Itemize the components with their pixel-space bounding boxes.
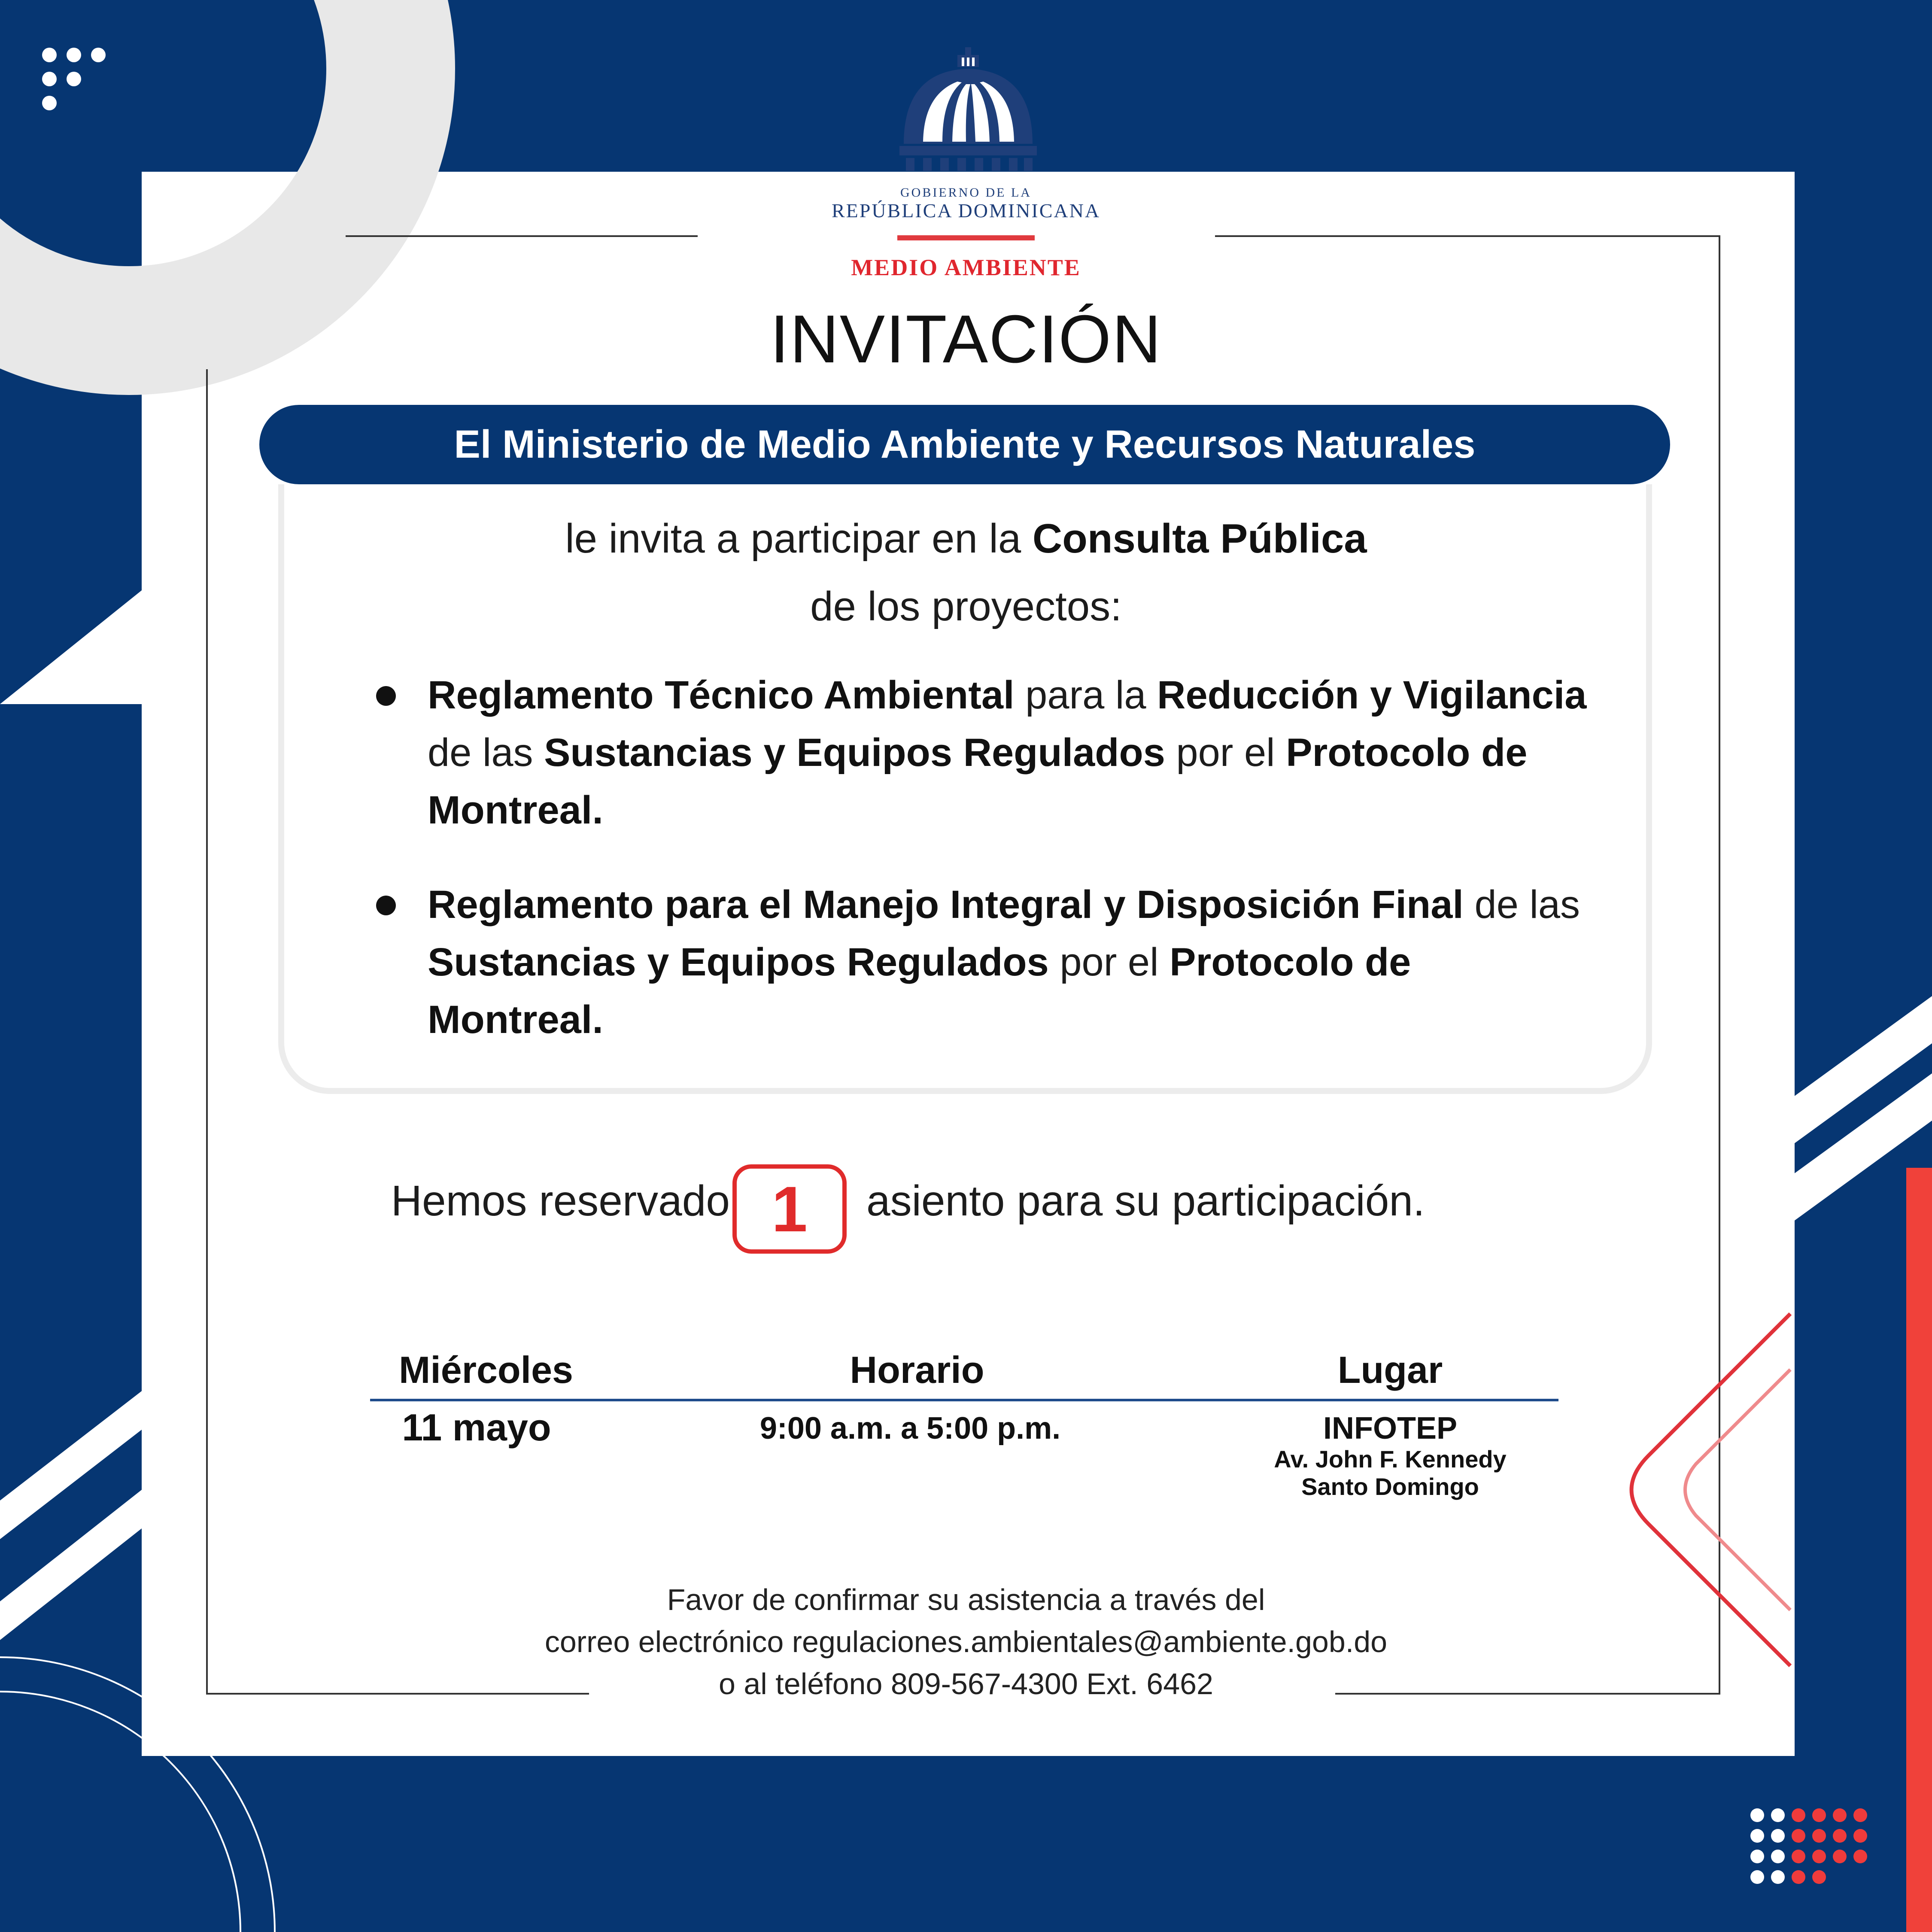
event-place-name: INFOTEP	[1323, 1411, 1457, 1446]
project-text-bold: Sustancias y Equipos Regulados	[428, 940, 1049, 984]
bullet-icon	[376, 686, 396, 706]
seat-count-badge: 1	[732, 1164, 847, 1254]
logo-text-republica: REPÚBLICA DOMINICANA	[831, 200, 1101, 222]
bullet-icon	[376, 896, 396, 915]
government-dome-icon	[897, 47, 1039, 176]
event-time: 9:00 a.m. a 5:00 p.m.	[759, 1411, 1061, 1446]
footer-line-3: o al teléfono 809-567-4300 Ext. 6462	[719, 1667, 1213, 1701]
footer-line-1: Favor de confirmar su asistencia a través del	[667, 1583, 1265, 1616]
intro-line-1	[322, 515, 1610, 562]
logo-text-medio-ambiente: MEDIO AMBIENTE	[851, 255, 1081, 280]
project-text: de las	[428, 731, 544, 775]
right-red-stripe	[1906, 1168, 1932, 1932]
place-header: Lugar	[1337, 1349, 1443, 1391]
footer-line-2: correo electrónico regulaciones.ambientales@ambiente.gob.do	[544, 1625, 1388, 1659]
intro-line-2: de los proyectos:	[810, 583, 1122, 629]
project-text-bold: Reducción y Vigilancia	[1157, 673, 1587, 717]
logo-red-rule	[897, 235, 1035, 240]
project-text: por el	[1165, 731, 1286, 775]
event-place-address-1: Av. John F. Kennedy	[1274, 1446, 1507, 1473]
project-text: de las	[1463, 883, 1580, 927]
reservation-after: asiento para su participación.	[866, 1177, 1425, 1225]
event-date: 11 mayo	[402, 1406, 551, 1449]
project-text: para la	[1014, 673, 1157, 717]
page-title: INVITACIÓN	[770, 301, 1162, 377]
project-text-bold: Reglamento para el Manejo Integral y Disposición Final	[428, 883, 1464, 927]
event-place-address-2: Santo Domingo	[1301, 1473, 1479, 1500]
reservation-before: Hemos reservado	[391, 1177, 730, 1225]
ministry-banner: El Ministerio de Medio Ambiente y Recursos Naturales	[259, 405, 1670, 484]
time-header: Horario	[850, 1349, 984, 1391]
project-text-bold: Protocolo de Montreal.	[428, 940, 1411, 1042]
project-text-bold: Sustancias y Equipos Regulados	[544, 731, 1165, 775]
intro-bold: Consulta Pública	[1032, 516, 1367, 562]
project-item-1	[428, 666, 1587, 839]
project-text: por el	[1048, 940, 1170, 984]
project-text-bold: Reglamento Técnico Ambiental	[428, 673, 1015, 717]
logo-text-gobierno: GOBIERNO DE LA	[900, 185, 1032, 200]
project-text-bold: Protocolo de Montreal.	[428, 731, 1528, 832]
day-header: Miércoles	[399, 1349, 573, 1391]
intro-text: le invita a participar en la	[565, 516, 1033, 562]
project-item-2	[428, 876, 1587, 1048]
details-divider	[370, 1399, 1558, 1401]
